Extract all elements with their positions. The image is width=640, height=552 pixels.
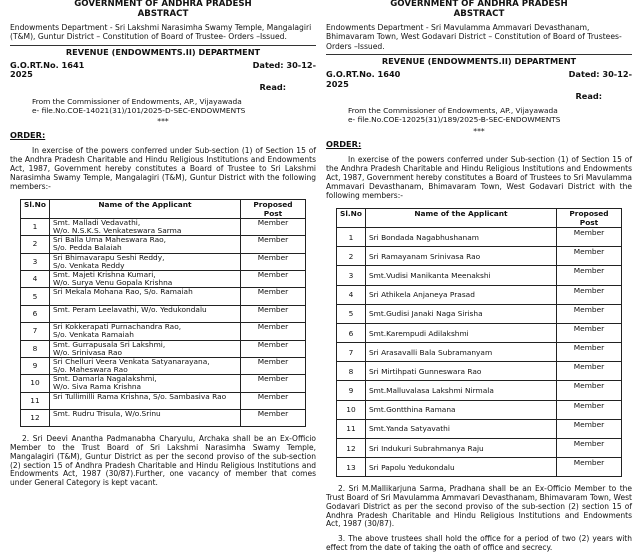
members-table <box>20 199 306 428</box>
go-number: G.O.RT.No. 1641 <box>10 59 85 70</box>
row-applicant-name: Smt. Gurrapusala Sri Lakshmi, W/o. Srinivasa Rao <box>49 340 240 357</box>
row-slno: 9 <box>21 357 50 374</box>
row-slno: 12 <box>337 439 366 458</box>
row-applicant-name: Smt.Yanda Satyavathi <box>365 419 556 438</box>
table-row <box>337 247 622 266</box>
row-proposed-post: Member <box>241 270 306 287</box>
row-slno: 11 <box>21 392 50 409</box>
divider <box>326 54 632 55</box>
header-slno: Sl.No <box>21 199 50 218</box>
table-header-row <box>21 199 306 218</box>
abstract-header: ABSTRACT <box>453 8 505 19</box>
row-proposed-post: Member <box>241 236 306 253</box>
go-year-row <box>326 80 632 90</box>
go-number-row <box>10 61 316 71</box>
row-proposed-post: Member <box>557 323 622 342</box>
table-row <box>21 218 306 235</box>
go-number: G.O.RT.No. 1640 <box>326 69 401 79</box>
go-1640-document <box>326 0 632 552</box>
table-row <box>337 227 622 246</box>
row-slno: 7 <box>337 343 366 362</box>
row-slno: 10 <box>21 375 50 392</box>
table-row <box>337 458 622 477</box>
row-applicant-name: Sri Kokkerapati Purnachandra Rao, S/o. Venkata Ramaiah <box>49 323 240 340</box>
row-proposed-post: Member <box>241 410 306 427</box>
row-slno: 5 <box>21 288 50 305</box>
table-row <box>21 357 306 374</box>
table-row <box>337 266 622 285</box>
row-proposed-post: Member <box>557 247 622 266</box>
from-line-2: e- file.No.COE-14021(31)/101/2025-D-SEC-ENDOWMENTS <box>32 105 246 115</box>
row-applicant-name: Smt.Vudisi Manikanta Meenakshi <box>365 266 556 285</box>
table-row <box>337 362 622 381</box>
table-row <box>337 381 622 400</box>
go-date: Dated: 30-12- <box>252 59 316 70</box>
go-year: 2025 <box>10 69 33 80</box>
row-applicant-name: Smt.Karempudi Adilakshmi <box>365 323 556 342</box>
row-proposed-post: Member <box>241 340 306 357</box>
department-title: REVENUE (ENDOWMENTS.II) DEPARTMENT <box>381 55 577 66</box>
row-proposed-post: Member <box>557 458 622 477</box>
row-applicant-name: Smt. Majeti Krishna Kumari, W/o. Surya Venu Gopala Krishna <box>49 270 240 287</box>
order-paragraph-1: In exercise of the powers conferred under Sub-section (1) of Section 15 of the Andhra Pradesh Charitable and Hindu Religious Institutions and Endowments Act, 1987, Government hereby constitutes a Board of Trustees to Sri Mavulamma Ammavari Devasthanam, Bhimavaram Town, West Godavari District with the following members:- <box>326 154 632 200</box>
row-applicant-name: Sri Athikela Anjaneya Prasad <box>365 285 556 304</box>
row-slno: 12 <box>21 410 50 427</box>
row-applicant-name: Smt. Rudru Trisula, W/o.Srinu <box>49 410 240 427</box>
table-row <box>21 270 306 287</box>
from-line-1: From the Commissioner of Endowments, AP., Vijayawada <box>32 97 242 107</box>
row-applicant-name: Sri Bhimavarapu Seshi Reddy, S/o. Venkata Reddy <box>49 253 240 270</box>
government-header: GOVERNMENT OF ANDHRA PRADESH <box>390 0 568 9</box>
members-table <box>336 208 622 477</box>
row-slno: 6 <box>21 305 50 322</box>
table-row <box>21 305 306 322</box>
row-proposed-post: Member <box>241 323 306 340</box>
row-applicant-name: Smt.Gontthina Ramana <box>365 400 556 419</box>
table-row <box>337 419 622 438</box>
row-proposed-post: Member <box>557 362 622 381</box>
table-row <box>337 285 622 304</box>
row-slno: 11 <box>337 419 366 438</box>
row-slno: 4 <box>21 270 50 287</box>
row-slno: 6 <box>337 323 366 342</box>
separator-stars: *** <box>157 117 169 127</box>
row-proposed-post: Member <box>557 227 622 246</box>
row-proposed-post: Member <box>557 343 622 362</box>
from-line-2: e- file.No.COE-12025(31)/189/2025-B-SEC-ENDOWMENTS <box>348 114 561 124</box>
go-1641-document <box>10 0 316 488</box>
table-row <box>21 253 306 270</box>
row-applicant-name: Sri Ramayanam Srinivasa Rao <box>365 247 556 266</box>
row-proposed-post: Member <box>241 357 306 374</box>
row-applicant-name: Sri Chelluri Veera Venkata Satyanarayana, S/o. Maheswara Rao <box>49 357 240 374</box>
abstract-header: ABSTRACT <box>137 8 189 19</box>
subject-text: Endowments Department - Sri Mavulamma Ammavari Devasthanam, Bhimavaram Town, West Godavari District – Constitution of Board of Trustees- Orders –Issued. <box>326 23 622 51</box>
row-proposed-post: Member <box>241 392 306 409</box>
row-proposed-post: Member <box>241 288 306 305</box>
row-proposed-post: Member <box>557 266 622 285</box>
row-applicant-name: Sri Tullimilli Rama Krishna, S/o. Sambasiva Rao <box>49 392 240 409</box>
row-proposed-post: Member <box>557 439 622 458</box>
table-header-row <box>337 208 622 227</box>
row-slno: 3 <box>337 266 366 285</box>
table-row <box>21 340 306 357</box>
order-paragraph-2: 2. Sri M.Mallikarjuna Sarma, Pradhana shall be an Ex-Officio Member to the Trust Board of Sri Mavulamma Ammavari Devasthanam, Bhimavaram Town, West Godavari District as per the second proviso of the sub-section (2) section 15 of Andhra Pradesh Charitable and Hindu Religious Institutions and Endowments Act, 1987 (30/87). <box>326 484 632 529</box>
divider <box>10 45 316 46</box>
go-year-row <box>10 70 316 80</box>
row-proposed-post: Member <box>557 381 622 400</box>
row-slno: 13 <box>337 458 366 477</box>
go-number-row <box>326 70 632 80</box>
row-slno: 8 <box>21 340 50 357</box>
row-slno: 2 <box>337 247 366 266</box>
row-proposed-post: Member <box>557 400 622 419</box>
row-applicant-name: Smt.Gudisi Janaki Naga Sirisha <box>365 304 556 323</box>
subject-text: Endowments Department - Sri Lakshmi Narasimha Swamy Temple, Mangalagiri (T&M), Guntur District – Constitution of Board of Trustee- Orders –Issued. <box>10 23 312 42</box>
row-slno: 7 <box>21 323 50 340</box>
order-paragraph-1: In exercise of the powers conferred under Sub-section (1) of Section 15 of the Andhra Pradesh Charitable and Hindu Religious Institutions and Endowments Act, 1987, Government hereby constitutes a Board of Trustee to Sri Lakshmi Narasimha Swamy Temple, Mangalagiri (T&M), Guntur District with the following members:- <box>10 145 316 191</box>
header-applicant: Name of the Applicant <box>365 208 556 227</box>
table-row <box>337 400 622 419</box>
read-label: Read: <box>259 81 286 92</box>
table-row <box>21 392 306 409</box>
table-row <box>21 323 306 340</box>
read-label: Read: <box>575 91 602 102</box>
row-slno: 1 <box>21 218 50 235</box>
order-label: ORDER: <box>326 138 362 149</box>
row-slno: 1 <box>337 227 366 246</box>
table-row <box>21 288 306 305</box>
table-row <box>21 375 306 392</box>
row-applicant-name: Smt. Damarla Nagalakshmi, W/o. Siva Rama Krishna <box>49 375 240 392</box>
row-slno: 2 <box>21 236 50 253</box>
table-row <box>337 323 622 342</box>
header-post: Proposed Post <box>241 199 306 218</box>
row-applicant-name: Sri Papolu Yedukondalu <box>365 458 556 477</box>
department-title: REVENUE (ENDOWMENTS.II) DEPARTMENT <box>65 46 261 57</box>
row-applicant-name: Sri Arasavalli Bala Subramanyam <box>365 343 556 362</box>
table-row <box>337 439 622 458</box>
row-proposed-post: Member <box>241 375 306 392</box>
order-paragraph-2: 2. Sri Deevi Anantha Padmanabha Charyulu, Archaka shall be an Ex-Officio Member to the Trust Board of Sri Lakshmi Narasimha Swamy Temple, Mangalagiri (T&M), Guntur District as per the second proviso of the sub-section (2) section 15 of Andhra Pradesh Charitable and Hindu Religious Institutions and Endowments Act, 1987 (30/87).Further, one vacancy of member that comes under General Category is kept vacant. <box>10 434 316 487</box>
row-slno: 8 <box>337 362 366 381</box>
table-row <box>21 410 306 427</box>
row-slno: 10 <box>337 400 366 419</box>
row-applicant-name: Smt. Malladi Vedavathi, W/o. N.S.K.S. Venkateswara Sarma <box>49 218 240 235</box>
header-slno: Sl.No <box>337 208 366 227</box>
row-slno: 3 <box>21 253 50 270</box>
row-proposed-post: Member <box>241 253 306 270</box>
go-year: 2025 <box>326 78 349 89</box>
table-row <box>21 236 306 253</box>
row-proposed-post: Member <box>241 218 306 235</box>
order-paragraph-3: 3. The above trustees shall hold the office for a period of two (2) years with effect from the date of taking the oath of office and secrecy. <box>326 533 632 552</box>
row-proposed-post: Member <box>557 304 622 323</box>
row-applicant-name: Sri Balla Uma Maheswara Rao, S/o. Pedda Balaiah <box>49 236 240 253</box>
row-proposed-post: Member <box>241 305 306 322</box>
row-applicant-name: Smt. Peram Leelavathi, W/o. Yedukondalu <box>49 305 240 322</box>
row-applicant-name: Sri Bondada Nagabhushanam <box>365 227 556 246</box>
header-post: Proposed Post <box>557 208 622 227</box>
row-proposed-post: Member <box>557 285 622 304</box>
row-slno: 9 <box>337 381 366 400</box>
header-applicant: Name of the Applicant <box>49 199 240 218</box>
row-applicant-name: Smt.Malluvalasa Lakshmi Nirmala <box>365 381 556 400</box>
separator-stars: *** <box>473 126 485 136</box>
row-applicant-name: Sri Mekala Mohana Rao, S/o. Ramaiah <box>49 288 240 305</box>
row-proposed-post: Member <box>557 419 622 438</box>
row-applicant-name: Sri Mirtihpati Gunneswara Rao <box>365 362 556 381</box>
row-slno: 4 <box>337 285 366 304</box>
table-row <box>337 343 622 362</box>
government-header: GOVERNMENT OF ANDHRA PRADESH <box>74 0 252 9</box>
order-label: ORDER: <box>10 129 46 140</box>
row-slno: 5 <box>337 304 366 323</box>
row-applicant-name: Sri Indukuri Subrahmanya Raju <box>365 439 556 458</box>
go-date: Dated: 30-12- <box>568 69 632 79</box>
from-line-1: From the Commissioner of Endowments, AP., Vijayawada <box>348 106 558 116</box>
table-row <box>337 304 622 323</box>
